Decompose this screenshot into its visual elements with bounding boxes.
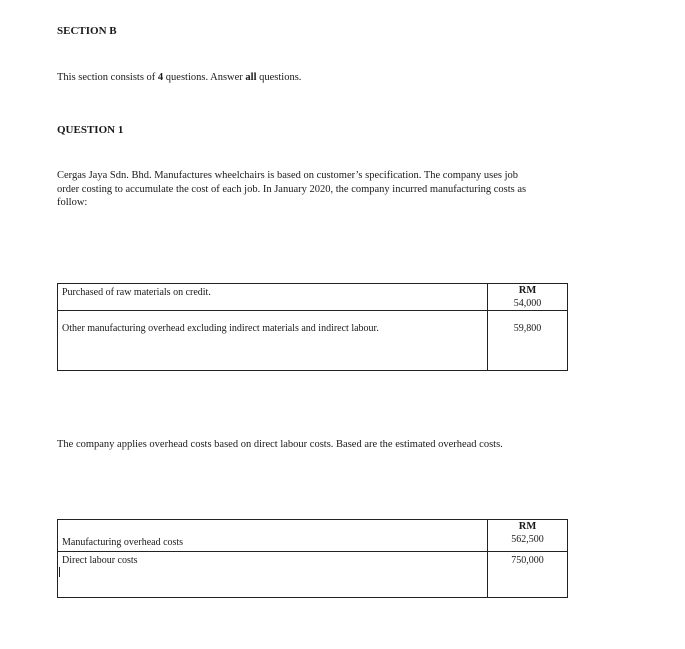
table-row: [58, 311, 568, 371]
intro-text-mid: questions. Answer: [163, 72, 246, 83]
table-cell-description: Direct labour costs: [58, 552, 488, 598]
table-row: [58, 520, 568, 552]
amount-value: 562,500: [511, 534, 544, 545]
table-cell-description: Other manufacturing overhead excluding indirect materials and indirect labour.: [58, 311, 488, 371]
intro-text-post: questions.: [256, 72, 302, 83]
question-heading: QUESTION 1: [57, 124, 124, 136]
question-paragraph-1: Cergas Jaya Sdn. Bhd. Manufactures wheelchairs is based on customer’s specification. The company uses job order costing to accumulate the cost of each job. In January 2020, the company incurred manufacturing costs as follow:: [57, 170, 527, 209]
currency-header: RM: [518, 521, 537, 532]
table-row: [58, 552, 568, 598]
amount-value: 54,000: [513, 298, 542, 309]
table-cell-amount: [488, 284, 568, 311]
intro-all-emphasis: all: [245, 72, 257, 83]
section-heading: SECTION B: [57, 25, 117, 37]
table-cell-description: Manufacturing overhead costs: [58, 520, 488, 552]
manufacturing-costs-table: [57, 283, 568, 371]
table-cell-description: Purchased of raw materials on credit.: [58, 284, 488, 311]
question-paragraph-2: The company applies overhead costs based on direct labour costs. Based are the estimated overhead costs.: [57, 439, 503, 450]
table-row: [58, 284, 568, 311]
amount-value: 59,800: [513, 323, 542, 334]
text-cursor-mark: [59, 567, 60, 577]
amount-value: 750,000: [511, 555, 544, 566]
currency-header: RM: [518, 285, 537, 296]
intro-question-count: 4: [157, 72, 164, 83]
table-cell-amount: [488, 520, 568, 552]
table-cell-amount: [488, 311, 568, 371]
table-cell-amount: [488, 552, 568, 598]
section-intro: [57, 71, 301, 85]
estimated-overhead-table: [57, 519, 568, 598]
intro-text-pre: This section consists of: [57, 72, 158, 83]
